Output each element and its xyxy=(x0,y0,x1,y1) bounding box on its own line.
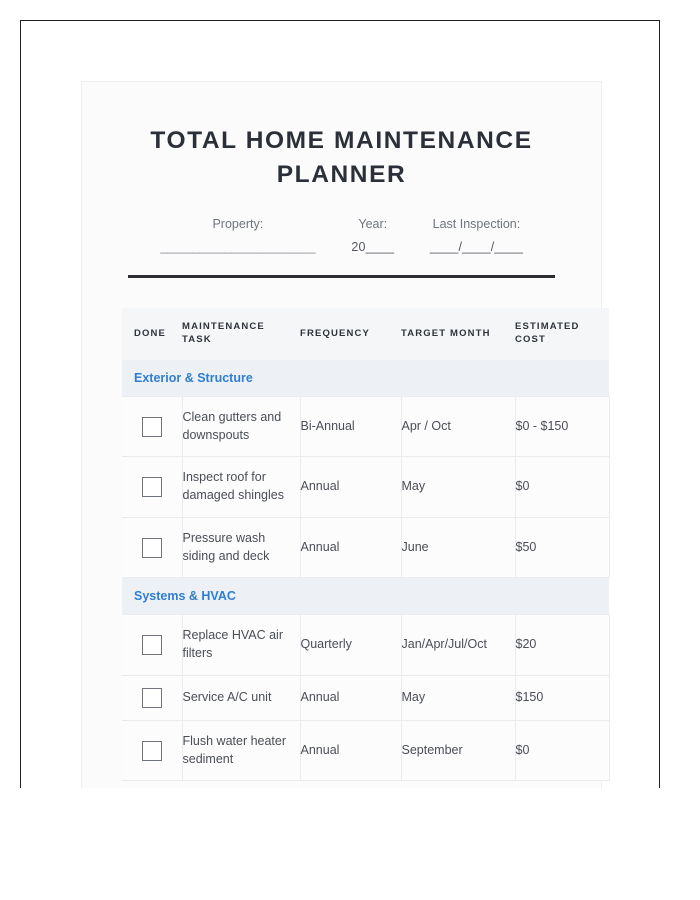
cell-task: Pressure wash siding and deck xyxy=(182,517,300,578)
property-value: ________________________ xyxy=(160,240,316,255)
section-title: Systems & HVAC xyxy=(122,578,609,615)
table-row xyxy=(122,675,609,720)
document-sheet xyxy=(81,81,602,808)
task-checkbox[interactable] xyxy=(142,417,162,437)
maintenance-planner-table xyxy=(122,308,610,781)
last-inspection-label: Last Inspection: xyxy=(432,216,521,231)
cell-cost: $0 xyxy=(515,457,609,518)
cell-done[interactable] xyxy=(122,720,182,781)
table-row xyxy=(122,615,609,676)
cell-month: Apr / Oct xyxy=(401,396,515,457)
task-checkbox[interactable] xyxy=(142,688,162,708)
cell-month: May xyxy=(401,675,515,720)
table-header-row xyxy=(122,308,609,360)
cell-month: Jan/Apr/Jul/Oct xyxy=(401,615,515,676)
year-field[interactable] xyxy=(332,218,414,256)
section-title: Exterior & Structure xyxy=(122,360,609,397)
cell-done[interactable] xyxy=(122,396,182,457)
year-label: Year: xyxy=(358,216,388,231)
year-value: 20____ xyxy=(351,240,395,255)
property-field[interactable] xyxy=(144,218,332,256)
cell-done[interactable] xyxy=(122,517,182,578)
cell-task: Replace HVAC air filters xyxy=(182,615,300,676)
cell-cost: $150 xyxy=(515,675,609,720)
column-header-done: DONE xyxy=(122,308,182,360)
cell-task: Clean gutters and downspouts xyxy=(182,396,300,457)
column-header-frequency: FREQUENCY xyxy=(300,308,401,360)
cell-month: May xyxy=(401,457,515,518)
cell-freq: Annual xyxy=(300,720,401,781)
cell-task: Flush water heater sediment xyxy=(182,720,300,781)
cell-done[interactable] xyxy=(122,675,182,720)
property-label: Property: xyxy=(212,216,264,231)
cell-freq: Bi-Annual xyxy=(300,396,401,457)
cell-freq: Annual xyxy=(300,675,401,720)
cell-cost: $20 xyxy=(515,615,609,676)
table-row xyxy=(122,517,609,578)
cell-month: June xyxy=(401,517,515,578)
table-row xyxy=(122,720,609,781)
section-header-row xyxy=(122,360,609,397)
column-header-task: MAINTENANCE TASK xyxy=(182,308,300,360)
last-inspection-field[interactable] xyxy=(414,218,539,256)
planner-table-wrap xyxy=(82,308,601,781)
column-header-estimated-cost: ESTIMATED COST xyxy=(515,308,609,360)
cell-done[interactable] xyxy=(122,615,182,676)
section-header-row xyxy=(122,578,609,615)
page-title: TOTAL HOME MAINTENANCE PLANNER xyxy=(150,127,533,188)
table-row xyxy=(122,457,609,518)
task-checkbox[interactable] xyxy=(142,477,162,497)
meta-fields-row xyxy=(110,218,573,256)
title-area xyxy=(82,82,601,278)
cell-cost: $0 xyxy=(515,720,609,781)
page-bottom-clip xyxy=(0,788,700,900)
cell-month: September xyxy=(401,720,515,781)
cell-freq: Quarterly xyxy=(300,615,401,676)
task-checkbox[interactable] xyxy=(142,741,162,761)
cell-task: Service A/C unit xyxy=(182,675,300,720)
cell-task: Inspect roof for damaged shingles xyxy=(182,457,300,518)
table-body xyxy=(122,360,609,781)
task-checkbox[interactable] xyxy=(142,538,162,558)
cell-done[interactable] xyxy=(122,457,182,518)
table-row xyxy=(122,396,609,457)
page-frame xyxy=(20,20,660,808)
cell-cost: $0 - $150 xyxy=(515,396,609,457)
cell-freq: Annual xyxy=(300,517,401,578)
cell-cost: $50 xyxy=(515,517,609,578)
column-header-target-month: TARGET MONTH xyxy=(401,308,515,360)
cell-freq: Annual xyxy=(300,457,401,518)
task-checkbox[interactable] xyxy=(142,635,162,655)
table-header xyxy=(122,308,609,360)
header-divider-rule xyxy=(128,275,555,278)
last-inspection-value: ____/____/____ xyxy=(429,240,524,255)
